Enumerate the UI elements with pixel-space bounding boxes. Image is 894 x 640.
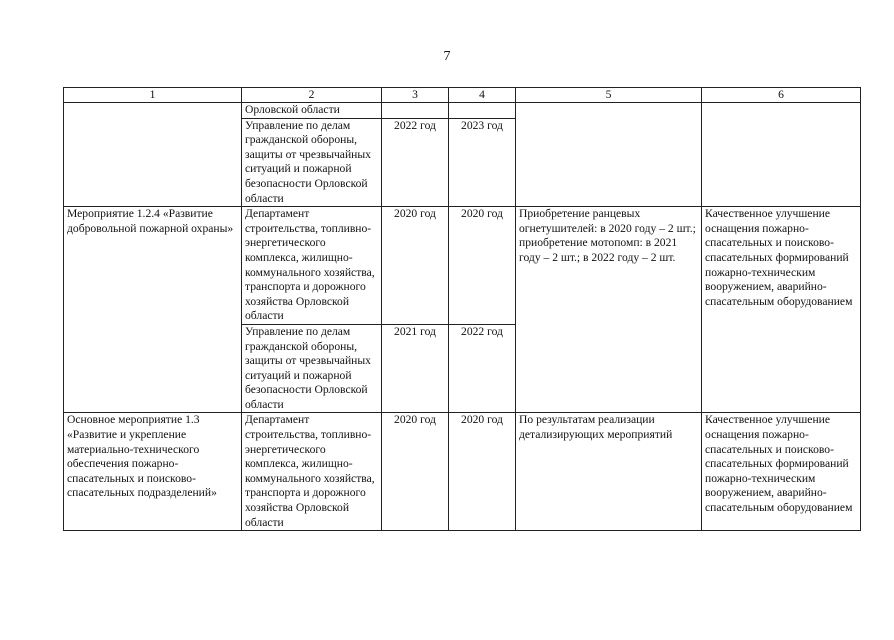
measure-name-cell: Мероприятие 1.2.4 «Развитие добровольной пожарной охраны» [64,207,242,413]
start-year-cell [382,103,449,119]
effect-cell: Качественное улучшение оснащения пожарно-спасательных и поисково-спасательных формирований пожарно-техническим вооружением, аварийно-спасательным оборудованием [702,413,861,531]
header-cell-5: 5 [516,88,702,103]
start-year-cell: 2022 год [382,118,449,207]
header-cell-3: 3 [382,88,449,103]
measures-table [63,87,861,531]
effect-cell [702,103,861,207]
start-year-cell: 2020 год [382,207,449,325]
end-year-cell [449,103,516,119]
end-year-cell: 2023 год [449,118,516,207]
executor-cell: Управление по делам гражданской обороны, защиты от чрезвычайных ситуаций и пожарной безопасности Орловской области [242,118,382,207]
table-row [64,103,861,119]
table-row [64,207,861,325]
executor-cell: Департамент строительства, топливно-энергетического комплекса, жилищно-коммунального хозяйства, транспорта и дорожного хозяйства Орловской области [242,413,382,531]
end-year-cell: 2022 год [449,324,516,413]
effect-cell: Качественное улучшение оснащения пожарно-спасательных и поисково-спасательных формирований пожарно-техническим вооружением, аварийно-спасательным оборудованием [702,207,861,413]
executor-cell: Орловской области [242,103,382,119]
header-cell-6: 6 [702,88,861,103]
header-cell-1: 1 [64,88,242,103]
header-cell-4: 4 [449,88,516,103]
result-cell [516,103,702,207]
header-cell-2: 2 [242,88,382,103]
end-year-cell: 2020 год [449,413,516,531]
page-number: 7 [443,49,451,64]
table-header-row [64,88,861,103]
start-year-cell: 2021 год [382,324,449,413]
result-cell: По результатам реализации детализирующих мероприятий [516,413,702,531]
executor-cell: Управление по делам гражданской обороны, защиты от чрезвычайных ситуаций и пожарной безопасности Орловской области [242,324,382,413]
executor-cell: Департамент строительства, топливно-энергетического комплекса, жилищно-коммунального хозяйства, транспорта и дорожного хозяйства Орловской области [242,207,382,325]
result-cell: Приобретение ранцевых огнетушителей: в 2020 году – 2 шт.; приобретение мотопомп: в 2021 году – 2 шт.; в 2022 году – 2 шт. [516,207,702,413]
end-year-cell: 2020 год [449,207,516,325]
measure-name-cell: Основное мероприятие 1.3 «Развитие и укрепление материально-технического обеспечения пожарно-спасательных и поисково-спасательных подразделений» [64,413,242,531]
measure-name-cell [64,103,242,207]
table-row [64,413,861,531]
start-year-cell: 2020 год [382,413,449,531]
